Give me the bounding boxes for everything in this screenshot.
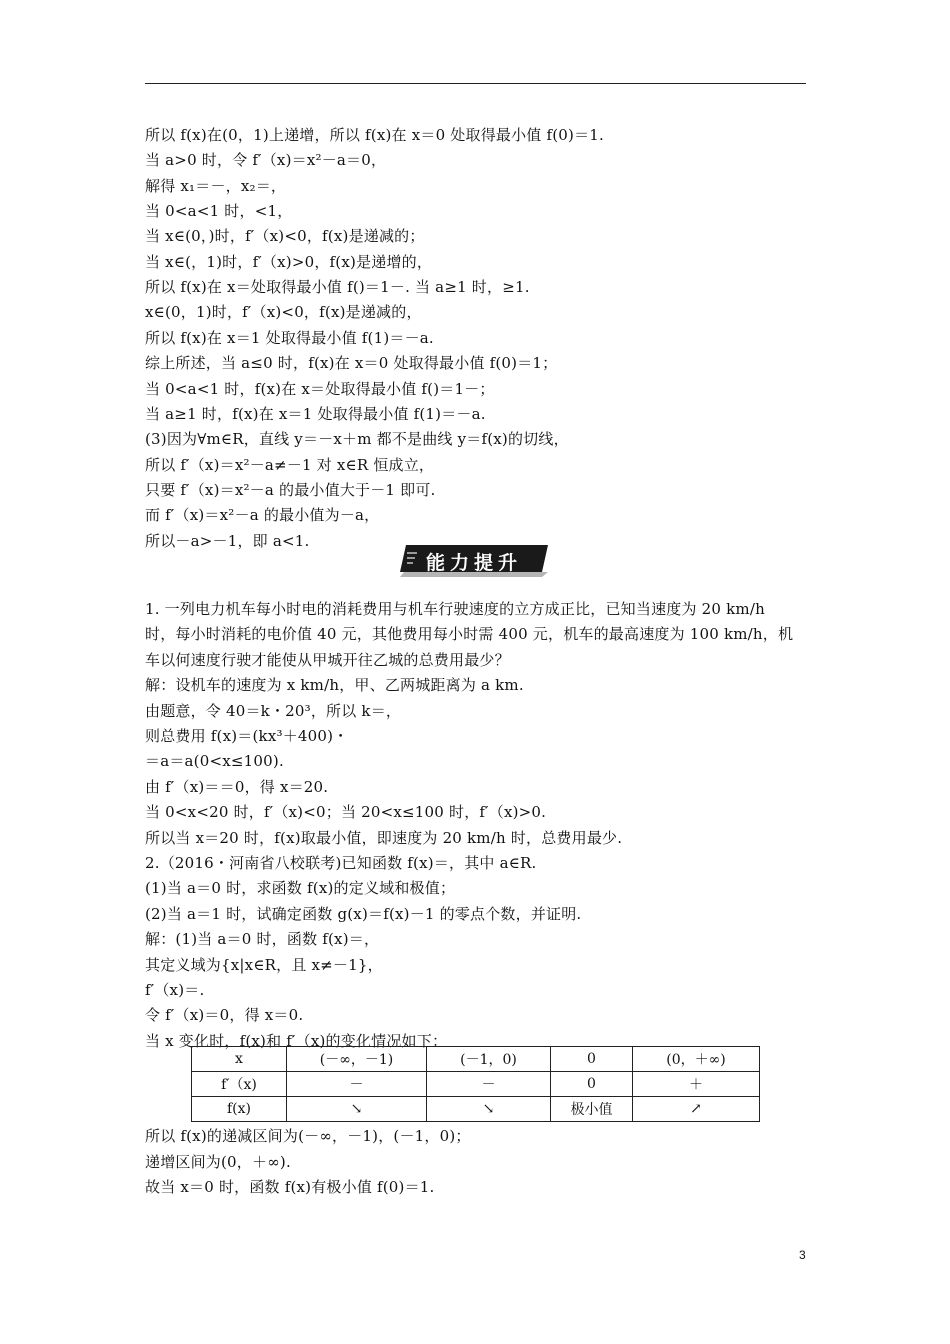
page-number: 3 (799, 1248, 806, 1262)
text-line: 只要 f′（x)＝x²－a 的最小值大于－1 即可. (145, 480, 436, 499)
table-cell: ↘ (287, 1097, 427, 1122)
text-line: 其定义域为{x|x∈R，且 x≠－1}， (145, 955, 383, 974)
table-cell: (0，＋∞) (633, 1047, 760, 1072)
text-line: 解：(1)当 a＝0 时，函数 f(x)＝， (145, 930, 380, 949)
text-line: 当 x∈(0，)时，f′（x)<0，f(x)是递减的； (145, 227, 425, 246)
table-cell: x (192, 1047, 287, 1072)
text-line: (2)当 a＝1 时，试确定函数 g(x)＝f(x)－1 的零点个数，并证明. (145, 904, 582, 923)
table-cell: ↘ (427, 1097, 551, 1122)
text-line: 当 x∈(，1)时，f′（x)>0，f(x)是递增的， (145, 252, 433, 271)
text-line: 当 0<a<1 时，f(x)在 x＝处取得最小值 f()＝1－； (145, 379, 495, 398)
text-line: 由 f′（x)＝＝0，得 x＝20. (145, 777, 329, 796)
text-line: ＝a＝a(0<x≤100). (145, 752, 284, 771)
text-line: 递增区间为(0，＋∞). (145, 1152, 291, 1171)
text-line: 车以何速度行驶才能使从甲城开往乙城的总费用最少？ (145, 650, 510, 669)
text-line: 由题意，令 40＝k・20³，所以 k＝， (145, 701, 402, 720)
text-line: 解得 x₁＝－，x₂＝， (145, 176, 287, 195)
text-line: 所以－a>－1，即 a<1. (145, 531, 310, 550)
text-line: x∈(0，1)时，f′（x)<0，f(x)是递减的， (145, 303, 422, 322)
table-cell: － (427, 1072, 551, 1097)
header-rule (145, 83, 806, 84)
variation-table (191, 1046, 760, 1122)
text-line: 而 f′（x)＝x²－a 的最小值为－a， (145, 506, 380, 525)
text-line: 当 0<a<1 时，<1， (145, 202, 293, 221)
banner-title: 能力提升 (426, 552, 523, 574)
text-line: 所以 f(x)的递减区间为(－∞，－1)，(－1，0)； (145, 1127, 471, 1145)
text-line: 则总费用 f(x)＝(kx³＋400)・ (145, 727, 349, 745)
text-line: 所以 f(x)在(0，1)上递增，所以 f(x)在 x＝0 处取得最小值 f(0)＝1. (145, 126, 604, 144)
text-line: 所以 f′（x)＝x²－a≠－1 对 x∈R 恒成立， (145, 455, 435, 474)
table-row (192, 1047, 760, 1072)
table-cell: － (287, 1072, 427, 1097)
text-line: (3)因为∀m∈R，直线 y＝－x＋m 都不是曲线 y＝f(x)的切线， (145, 430, 569, 449)
table-cell: 0 (551, 1047, 633, 1072)
text-line: 当 a>0 时，令 f′（x)＝x²－a＝0， (145, 151, 387, 170)
text-line: 当 0<x<20 时，f′（x)<0；当 20<x≤100 时，f′（x)>0. (145, 803, 547, 822)
text-line: (1)当 a＝0 时，求函数 f(x)的定义域和极值； (145, 879, 456, 898)
table-cell: ↗ (633, 1097, 760, 1122)
text-line: 当 a≥1 时，f(x)在 x＝1 处取得最小值 f(1)＝－a. (145, 404, 486, 423)
text-line: 2.（2016・河南省八校联考)已知函数 f(x)＝，其中 a∈R. (145, 854, 537, 872)
table-cell: (－∞，－1) (287, 1047, 427, 1072)
table-row (192, 1097, 760, 1122)
text-line: 解：设机车的速度为 x km/h，甲、乙两城距离为 a km. (145, 676, 524, 695)
text-line: 令 f′（x)＝0，得 x＝0. (145, 1006, 304, 1025)
text-line: f′（x)＝. (145, 981, 205, 999)
table-row (192, 1072, 760, 1097)
table-cell: f(x) (192, 1097, 287, 1122)
text-line: 时，每小时消耗的电价值 40 元，其他费用每小时需 400 元，机车的最高速度为 100 km/h，机 (145, 625, 794, 644)
text-line: 所以当 x＝20 时，f(x)取最小值，即速度为 20 km/h 时，总费用最少. (145, 828, 623, 847)
table-cell: (－1，0) (427, 1047, 551, 1072)
text-line: 综上所述，当 a≤0 时，f(x)在 x＝0 处取得最小值 f(0)＝1； (145, 354, 558, 373)
text-line: 所以 f(x)在 x＝处取得最小值 f()＝1－. 当 a≥1 时，≥1. (145, 278, 530, 297)
table-cell: 0 (551, 1072, 633, 1097)
text-line: 故当 x＝0 时，函数 f(x)有极小值 f(0)＝1. (145, 1178, 435, 1196)
text-line: 1. 一列电力机车每小时电的消耗费用与机车行驶速度的立方成正比，已知当速度为 20 km/h (145, 600, 765, 618)
text-line: 当 x 变化时，f(x)和 f′（x)的变化情况如下： (145, 1031, 448, 1050)
text-line: 所以 f(x)在 x＝1 处取得最小值 f(1)＝－a. (145, 328, 434, 347)
table-cell: f′（x) (192, 1072, 287, 1097)
table-cell: ＋ (633, 1072, 760, 1097)
table-cell: 极小值 (551, 1097, 633, 1122)
